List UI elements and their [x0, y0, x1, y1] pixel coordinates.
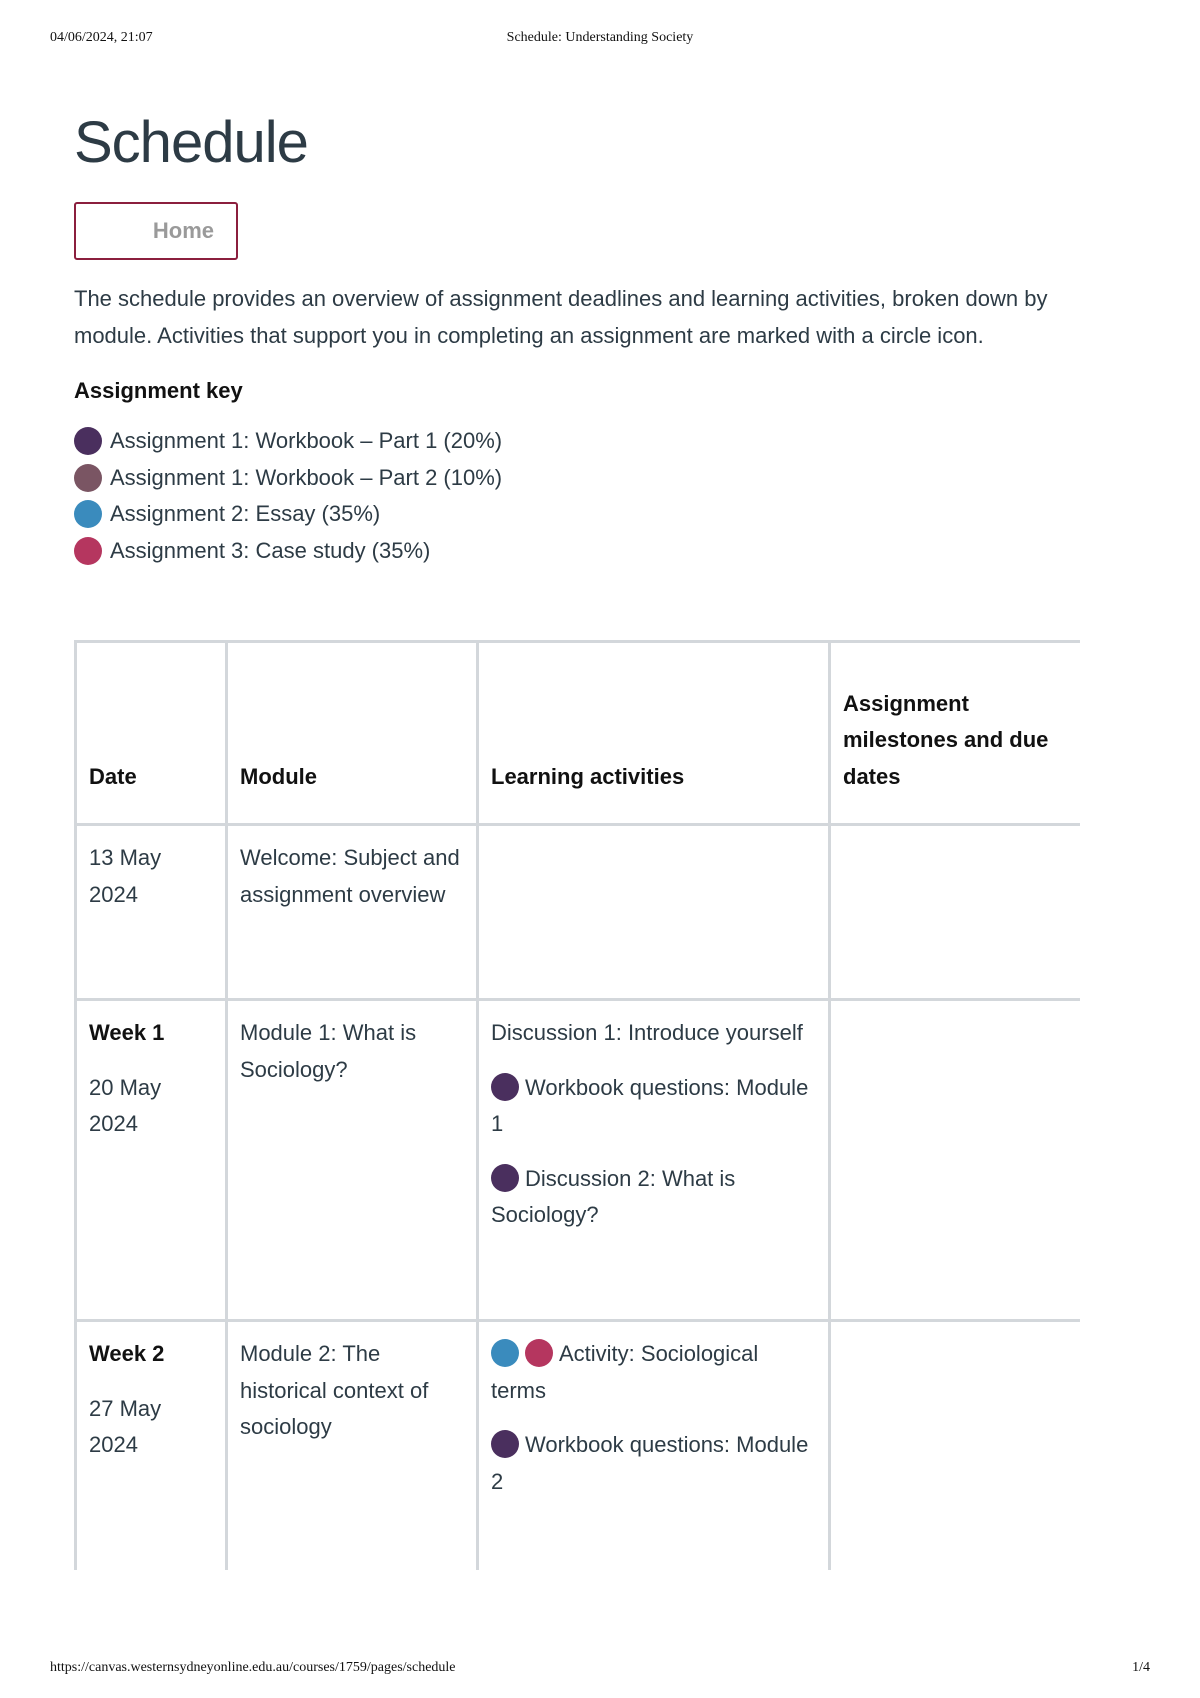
module-text: Module 2: The historical context of sociology	[240, 1341, 429, 1439]
activity-text: Discussion 2: What is Sociology?	[491, 1165, 736, 1227]
assignment-key-label: Assignment 2: Essay (35%)	[110, 501, 381, 526]
milestones-cell	[830, 1321, 1081, 1571]
circle-icon	[525, 1339, 553, 1367]
module-text: Module 1: What is Sociology?	[240, 1020, 417, 1082]
table-row	[76, 825, 1081, 1000]
circle-icon	[74, 500, 102, 528]
activities-cell	[478, 1321, 830, 1571]
table-row	[76, 1321, 1081, 1571]
assignment-key-item	[74, 496, 1084, 533]
module-cell	[227, 1000, 478, 1321]
print-footer	[50, 1660, 1150, 1680]
activity-text: Activity: Sociological terms	[491, 1341, 759, 1403]
activity-text: Workbook questions: Module 1	[491, 1074, 809, 1136]
week-label: Week 1	[89, 1020, 165, 1045]
date-cell	[76, 1000, 227, 1321]
date-cell	[76, 1321, 227, 1571]
module-text: Welcome: Subject and assignment overview	[240, 845, 460, 907]
page-content	[74, 108, 1084, 569]
assignment-key-label: Assignment 1: Workbook – Part 1 (20%)	[110, 428, 503, 453]
circle-icon	[74, 427, 102, 455]
column-header-learning-activities: Learning activities	[478, 642, 830, 825]
activities-cell	[478, 825, 830, 1000]
assignment-key-label: Assignment 3: Case study (35%)	[110, 537, 431, 563]
date-text: 13 May 2024	[89, 845, 162, 907]
assignment-key-label: Assignment 1: Workbook – Part 2 (10%)	[110, 464, 503, 490]
page-title: Schedule	[74, 110, 308, 175]
column-header-date: Date	[76, 642, 227, 825]
print-url: https://canvas.westernsydneyonline.edu.au/courses/1759/pages/schedule	[50, 1660, 456, 1675]
milestones-cell	[830, 1000, 1081, 1321]
circle-icon	[491, 1339, 519, 1367]
print-page-title: Schedule: Understanding Society	[506, 30, 694, 45]
assignment-key-list	[74, 423, 1084, 569]
circle-icon	[74, 464, 102, 492]
activity-item	[491, 1015, 816, 1052]
activities-cell	[478, 1000, 830, 1321]
date-cell	[76, 825, 227, 1000]
print-page-number: 1/4	[1132, 1660, 1150, 1675]
assignment-key-item	[74, 423, 1084, 460]
milestones-cell	[830, 825, 1081, 1000]
column-header-module: Module	[227, 642, 478, 825]
module-cell	[227, 1321, 478, 1571]
schedule-table	[74, 640, 1080, 1570]
circle-icon	[491, 1073, 519, 1101]
assignment-key-item	[74, 460, 1084, 497]
assignment-key-heading: Assignment key	[74, 378, 243, 403]
activity-item	[491, 1161, 816, 1234]
print-datetime: 04/06/2024, 21:07	[50, 30, 153, 45]
circle-icon	[491, 1430, 519, 1458]
activity-item	[491, 1427, 816, 1500]
table-header-row	[76, 642, 1081, 825]
date-text: 27 May 2024	[89, 1395, 162, 1457]
week-label: Week 2	[89, 1341, 165, 1366]
circle-icon	[491, 1164, 519, 1192]
home-button[interactable]: Home	[74, 202, 238, 260]
column-header-milestones: Assignment milestones and due dates	[830, 642, 1081, 825]
activity-item	[491, 1070, 816, 1143]
activity-text: Workbook questions: Module 2	[491, 1432, 809, 1494]
activity-item	[491, 1336, 816, 1409]
assignment-key-item	[74, 533, 1084, 570]
print-header	[50, 30, 1150, 50]
activity-text: Discussion 1: Introduce yourself	[491, 1020, 803, 1045]
circle-icon	[74, 537, 102, 565]
date-text: 20 May 2024	[89, 1074, 162, 1136]
schedule-table-wrap	[74, 640, 1080, 1570]
table-row	[76, 1000, 1081, 1321]
module-cell	[227, 825, 478, 1000]
intro-paragraph: The schedule provides an overview of assignment deadlines and learning activities, broken down by module. Activities that support you in completing an assignment are marked with a circle icon.	[74, 286, 1048, 348]
